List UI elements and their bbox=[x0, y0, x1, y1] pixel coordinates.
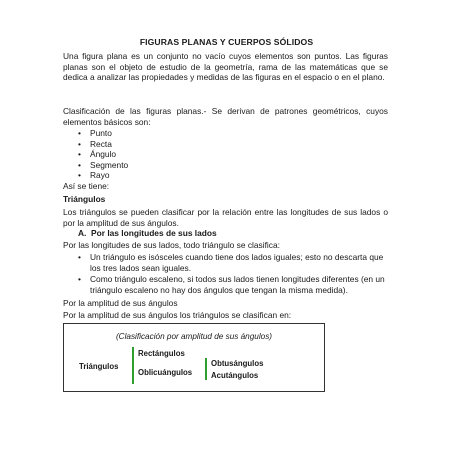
asi-se-tiene-text: Así se tiene: bbox=[63, 181, 110, 191]
document-title: FIGURAS PLANAS Y CUERPOS SÓLIDOS bbox=[139, 37, 314, 47]
bullet-icon: • bbox=[78, 170, 81, 181]
side-types-list bbox=[78, 252, 386, 297]
classification-diagram bbox=[63, 323, 325, 392]
diagram-level2-acutangulos: Acutángulos bbox=[211, 371, 259, 380]
bullet-icon: • bbox=[78, 128, 81, 138]
por-amplitud-text: Por la amplitud de sus ángulos bbox=[63, 298, 178, 308]
section-a-title: Por las longitudes de sus lados bbox=[91, 228, 217, 238]
diagram-level1-oblicuangulos: Oblicuángulos bbox=[138, 368, 193, 377]
diagram-brace bbox=[205, 358, 207, 380]
document-page: FIGURAS PLANAS Y CUERPOS SÓLIDOS Una figura plana es un conjunto no vacío cuyos elementos son puntos. Las figuras planas son el objeto de estudio de la geometría, rama de las matemáticas que se dedica a analizar las propiedades y medidas de las figuras en el espacio o en el plano. Clasificación de las figuras planas.- Se derivan de patrones geométricos, cuyos elementos básicos son: • Punto • Recta • Ángulo • Segmento • Rayo Así se tiene: Triángulos Los triángulos se pueden clasificar por la relación entre las longitudes de sus lados o por la amplitud de sus ángulos. A. Por las longitudes de sus lados Por las longitudes de sus lados, todo triángulo se clasifica: • Un triángulo es isósceles cuando tiene dos lados iguales; esto no descarta que los tres lados sean iguales. • Como triángulo escaleno, si todos sus lados tienen longitudes diferentes (en un triángulo escaleno no hay dos ángulos que tengan la misma medida). Por la amplitud de sus ángulos Por la amplitud de sus ángulos los triángulos se clasifican en: (Clasificación por amplitud de sus ángulos) Triángulos Rectángulos Oblicuángulos Obtusángulos Acutángulos bbox=[0, 0, 453, 453]
por-amplitud-paragraph: Por la amplitud de sus ángulos los triángulos se clasifican en: bbox=[63, 310, 292, 320]
diagram-level2-obtusangulos: Obtusángulos bbox=[211, 359, 264, 368]
triangulos-heading: Triángulos bbox=[63, 194, 106, 204]
classification-paragraph: Clasificación de las figuras planas.- Se derivan de patrones geométricos, cuyos elementos básicos son: bbox=[63, 106, 388, 127]
diagram-level1-rectangulos: Rectángulos bbox=[138, 349, 185, 358]
diagram-caption: (Clasificación por amplitud de sus ángulos) bbox=[115, 332, 273, 341]
triangulos-paragraph: Los triángulos se pueden clasificar por la relación entre las longitudes de sus lados o por la amplitud de sus ángulos. bbox=[63, 207, 388, 228]
diagram-brace bbox=[132, 347, 134, 384]
list-item: • Un triángulo es isósceles cuando tiene dos lados iguales; esto no descarta que los tres lados sean iguales. bbox=[78, 252, 384, 273]
bullet-icon: • bbox=[78, 274, 81, 285]
intro-paragraph: Una figura plana es un conjunto no vacío cuyos elementos son puntos. Las figuras planas son el objeto de estudio de la geometría, rama de las matemáticas que se dedica a analizar las propiedades y medidas de las figuras en el espacio o en el plano. bbox=[63, 51, 388, 83]
section-a-heading bbox=[78, 228, 217, 239]
bullet-icon: • bbox=[78, 159, 81, 170]
por-lados-text: Por las longitudes de sus lados, todo triángulo se clasifica: bbox=[63, 240, 280, 250]
bullet-icon: • bbox=[78, 252, 81, 262]
bullet-icon: • bbox=[78, 149, 81, 160]
diagram-root-label: Triángulos bbox=[79, 362, 119, 371]
list-item: • Como triángulo escaleno, si todos sus lados tienen longitudes diferentes (en un triángulo escaleno no hay dos ángulos que tengan la misma medida). bbox=[78, 274, 385, 296]
section-a-marker: A. bbox=[78, 228, 87, 238]
bullet-icon: • bbox=[78, 138, 81, 149]
